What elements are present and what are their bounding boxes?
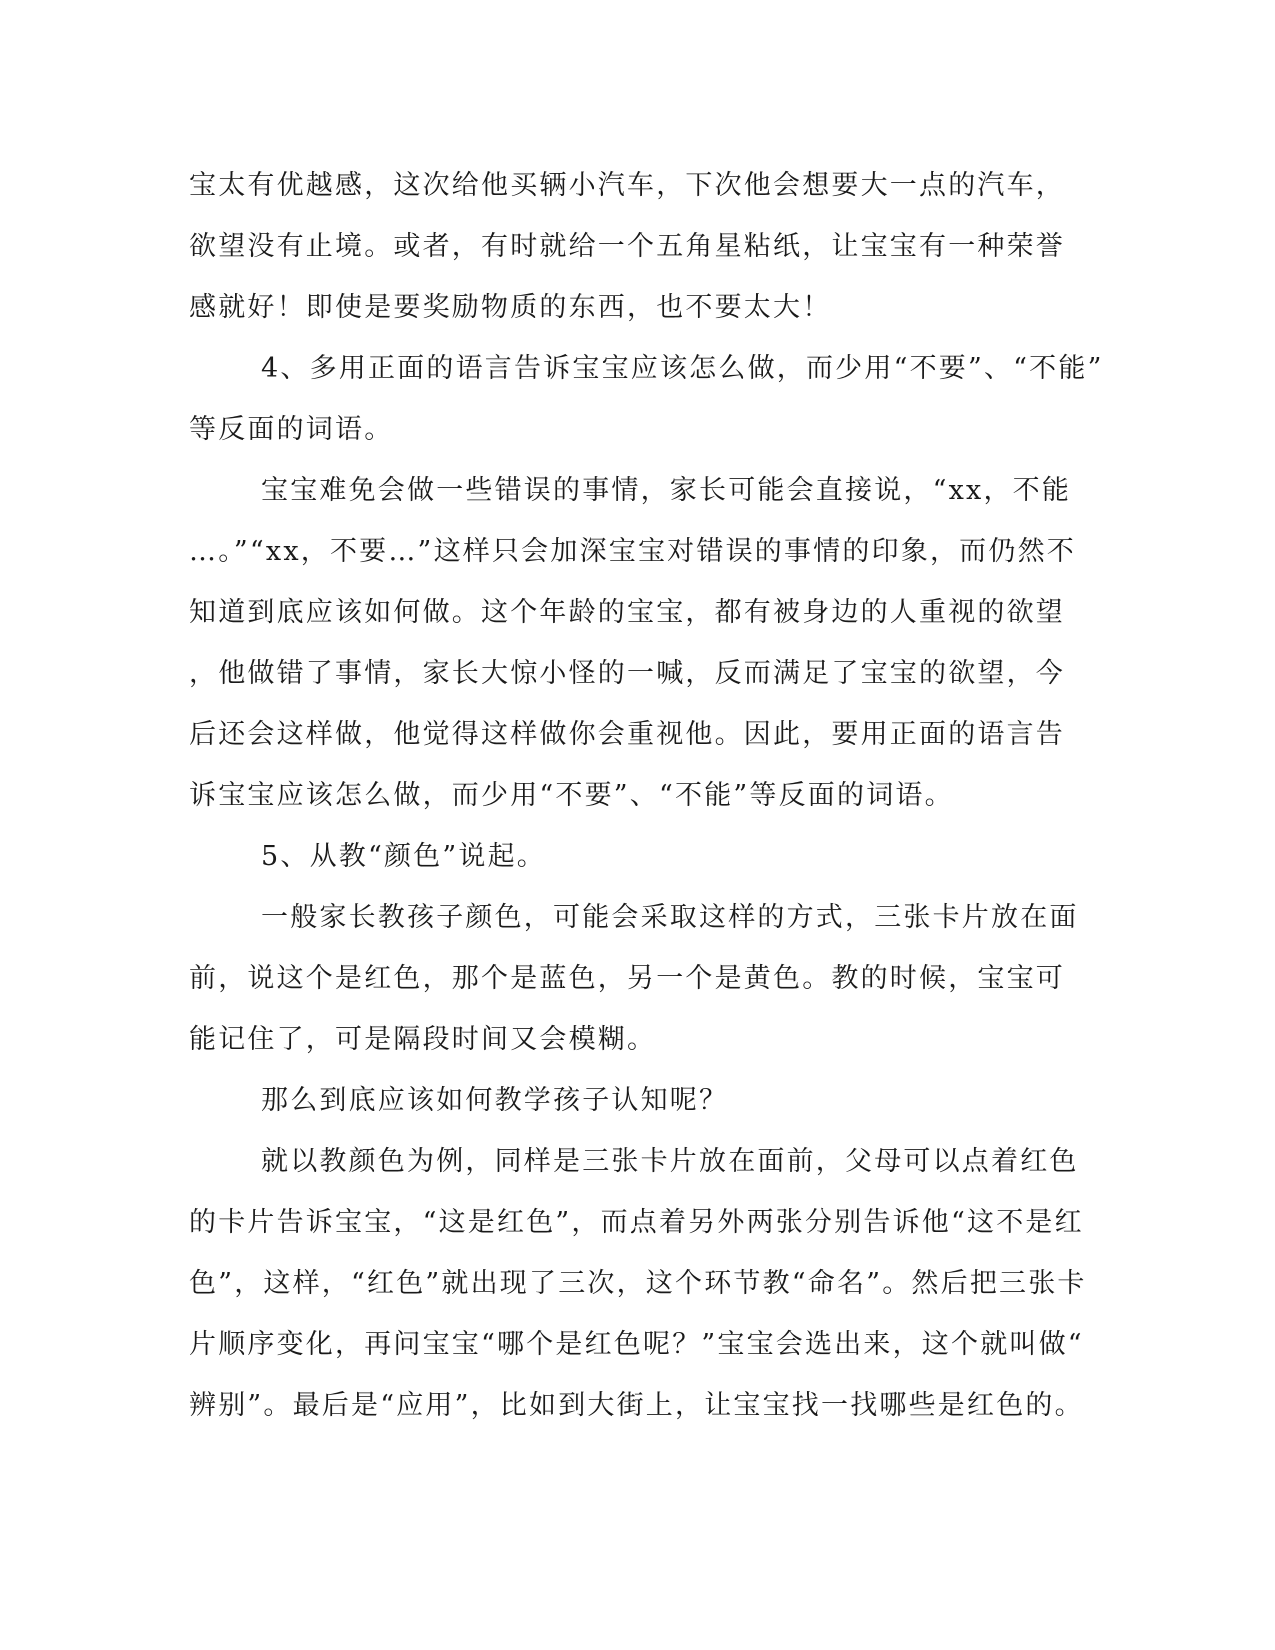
paragraph-start: 就以教颜色为例，同样是三张卡片放在面前，父母可以点着红色 <box>261 1146 1079 1177</box>
question-line: 那么到底应该如何教学孩子认知呢？ <box>261 1085 729 1116</box>
text-line: 前，说这个是红色，那个是蓝色，另一个是黄色。教的时候，宝宝可 <box>189 963 1065 994</box>
text-line: 能记住了，可是隔段时间又会模糊。 <box>189 1024 657 1055</box>
text-line: ，他做错了事情，家长大惊小怪的一喊，反而满足了宝宝的欲望，今 <box>189 658 1065 689</box>
section-heading-4: 4、多用正面的语言告诉宝宝应该怎么做，而少用“不要”、“不能” <box>261 353 1104 384</box>
text-line: 的卡片告诉宝宝，“这是红色”，而点着另外两张分别告诉他“这不是红 <box>189 1207 1084 1238</box>
text-line: 等反面的词语。 <box>189 414 394 445</box>
text-line: 欲望没有止境。或者，有时就给一个五角星粘纸，让宝宝有一种荣誉 <box>189 231 1065 262</box>
text-line: …。”“xx，不要…”这样只会加深宝宝对错误的事情的印象，而仍然不 <box>189 536 1076 567</box>
text-line: 诉宝宝应该怎么做，而少用“不要”、“不能”等反面的词语。 <box>189 780 954 811</box>
body-text <box>189 155 1104 1436</box>
text-line: 片顺序变化，再问宝宝“哪个是红色呢？”宝宝会选出来，这个就叫做“ <box>189 1329 1084 1360</box>
text-line: 知道到底应该如何做。这个年龄的宝宝，都有被身边的人重视的欲望 <box>189 597 1065 628</box>
paragraph-start: 宝宝难免会做一些错误的事情，家长可能会直接说，“xx，不能 <box>261 475 1072 506</box>
text-line: 色”，这样，“红色”就出现了三次，这个环节教“命名”。然后把三张卡 <box>189 1268 1087 1299</box>
text-line: 感就好！即使是要奖励物质的东西，也不要太大！ <box>189 292 832 323</box>
text-line: 宝太有优越感，这次给他买辆小汽车，下次他会想要大一点的汽车， <box>189 170 1065 201</box>
paragraph-start: 一般家长教孩子颜色，可能会采取这样的方式，三张卡片放在面 <box>261 902 1079 933</box>
text-line: 后还会这样做，他觉得这样做你会重视他。因此，要用正面的语言告 <box>189 719 1065 750</box>
section-heading-5: 5、从教“颜色”说起。 <box>261 841 546 872</box>
text-line: 辨别”。最后是“应用”，比如到大街上，让宝宝找一找哪些是红色的。 <box>189 1390 1084 1421</box>
